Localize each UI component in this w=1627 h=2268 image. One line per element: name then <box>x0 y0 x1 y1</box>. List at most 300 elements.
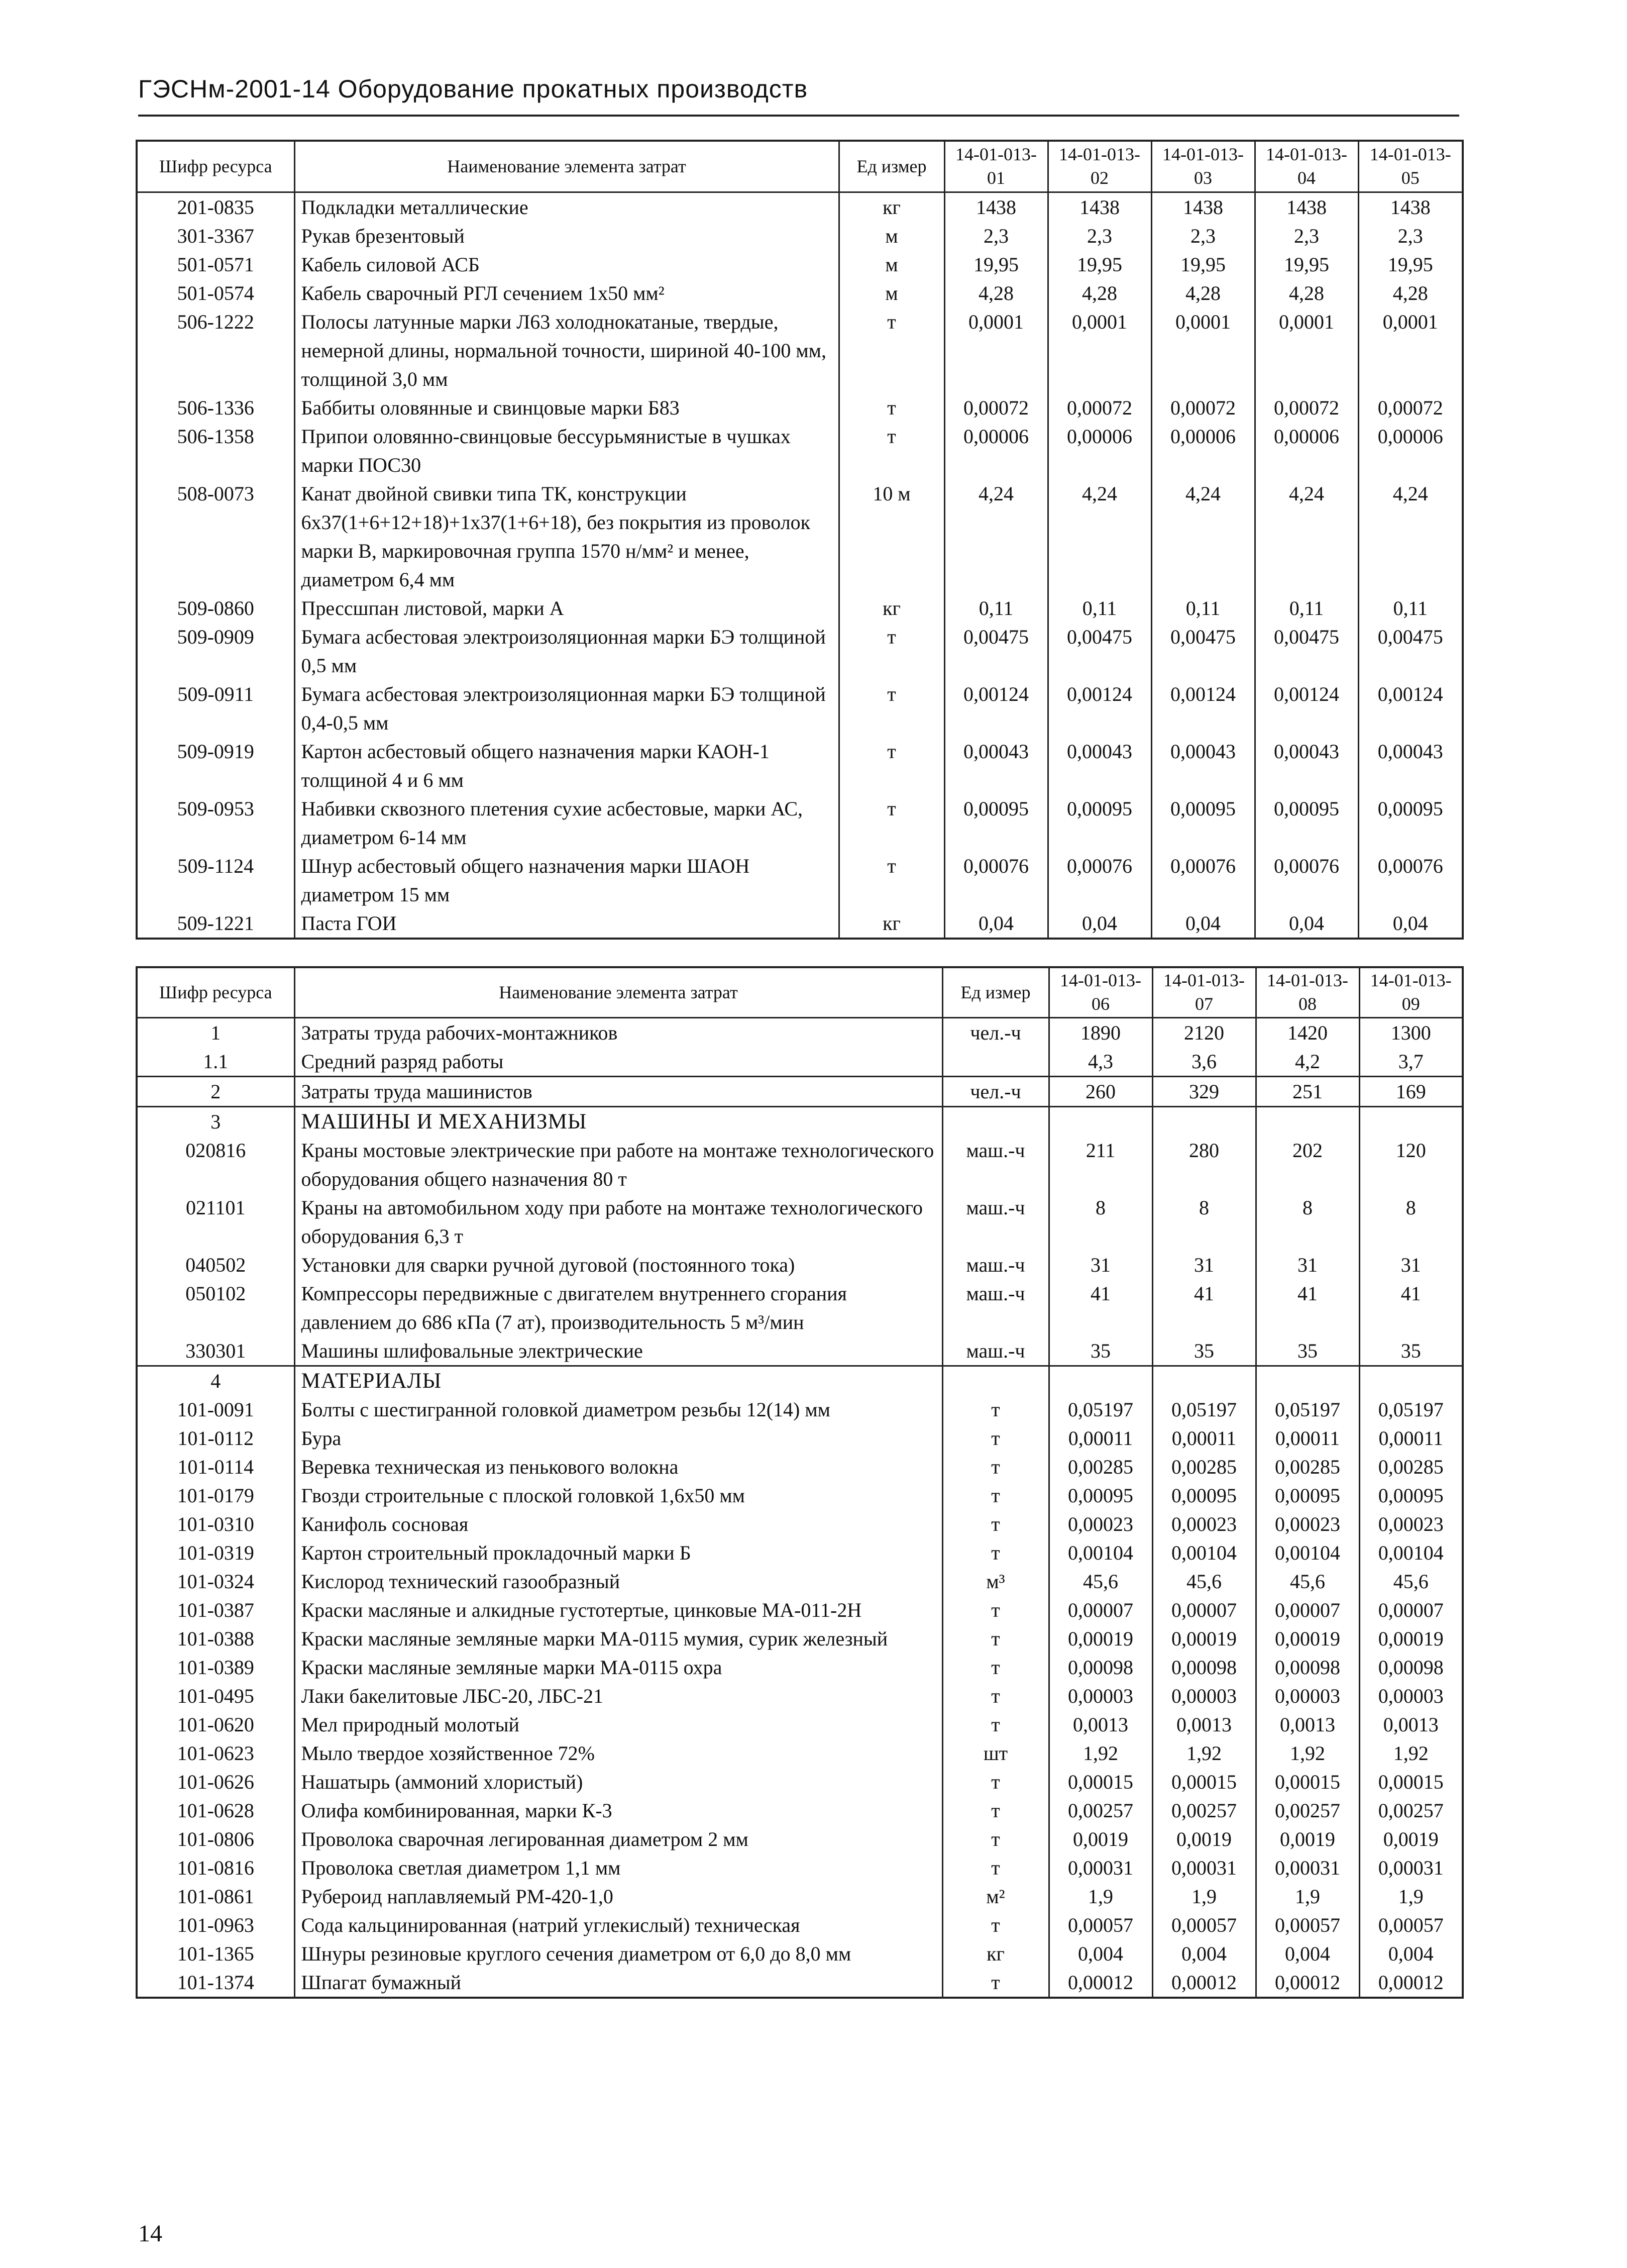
cell-value: 251 <box>1256 1076 1359 1106</box>
cell-value: 0,04 <box>1255 909 1358 939</box>
cell-value: 0,00072 <box>1048 393 1151 422</box>
cell-value: 19,95 <box>1358 250 1463 279</box>
cell-value <box>1049 1106 1152 1136</box>
cell-unit: м <box>839 222 944 250</box>
cell-value: 1,92 <box>1049 1739 1152 1768</box>
cell-unit: т <box>942 1853 1049 1882</box>
header-divider <box>138 115 1459 117</box>
table-row <box>137 1366 1463 1395</box>
cell-value: 0,00006 <box>1255 422 1358 479</box>
cell-value: 0,00076 <box>1255 852 1358 909</box>
table-row <box>137 1624 1463 1653</box>
header-col: 14-01-013-01 <box>944 141 1048 192</box>
cell-value: 0,00057 <box>1049 1911 1152 1939</box>
cell-value: 31 <box>1359 1251 1463 1279</box>
cell-value: 0,04 <box>1048 909 1151 939</box>
cell-value: 0,0019 <box>1256 1825 1359 1853</box>
cell-value: 0,00012 <box>1049 1968 1152 1998</box>
cell-value: 0,00007 <box>1049 1596 1152 1624</box>
cell-value: 1890 <box>1049 1017 1152 1047</box>
cell-value: 4,24 <box>1048 479 1151 594</box>
cell-value: 0,00095 <box>1358 794 1463 852</box>
cell-unit <box>942 1366 1049 1395</box>
cell-name: Прессшпан листовой, марки А <box>294 594 839 623</box>
cell-value: 0,0013 <box>1152 1710 1256 1739</box>
cell-value: 45,6 <box>1256 1567 1359 1596</box>
cell-name: Краски масляные и алкидные густотертые, цинковые МА-011-2Н <box>294 1596 942 1624</box>
table-body <box>137 192 1463 939</box>
cell-code: 101-0310 <box>137 1510 294 1538</box>
table-row <box>137 594 1463 623</box>
cell-value: 0,00012 <box>1152 1968 1256 1998</box>
cell-value: 19,95 <box>1048 250 1151 279</box>
cell-value: 0,00072 <box>1358 393 1463 422</box>
cell-value: 0,00015 <box>1256 1768 1359 1796</box>
cell-code: 101-0806 <box>137 1825 294 1853</box>
cell-value: 41 <box>1359 1279 1463 1336</box>
cell-value: 0,11 <box>1151 594 1255 623</box>
cell-code: 020816 <box>137 1136 294 1193</box>
cell-value: 0,00104 <box>1359 1538 1463 1567</box>
table-body <box>137 1017 1463 1998</box>
cell-name: Веревка техническая из пенькового волокна <box>294 1453 942 1481</box>
cell-value: 0,00072 <box>1255 393 1358 422</box>
cell-name: Олифа комбинированная, марки К-3 <box>294 1796 942 1825</box>
cell-value: 0,00043 <box>1255 737 1358 794</box>
cell-value: 0,11 <box>1048 594 1151 623</box>
cell-value: 19,95 <box>1151 250 1255 279</box>
cell-code: 508-0073 <box>137 479 294 594</box>
cell-name: Рукав брезентовый <box>294 222 839 250</box>
cell-value: 1,92 <box>1152 1739 1256 1768</box>
cell-value: 1,9 <box>1049 1882 1152 1911</box>
cell-value: 0,00257 <box>1152 1796 1256 1825</box>
cell-name: Подкладки металлические <box>294 192 839 222</box>
cell-name: Набивки сквозного плетения сухие асбестовые, марки АС, диаметром 6-14 мм <box>294 794 839 852</box>
table-row <box>137 1796 1463 1825</box>
table-row <box>137 737 1463 794</box>
cell-value: 0,00007 <box>1152 1596 1256 1624</box>
page-header-title: ГЭСНм-2001-14 Оборудование прокатных производств <box>138 75 808 103</box>
header-col: 14-01-013-09 <box>1359 967 1463 1017</box>
table-row <box>137 1739 1463 1768</box>
table-row <box>137 1279 1463 1336</box>
cell-unit: т <box>942 1653 1049 1682</box>
cell-value: 3,6 <box>1152 1047 1256 1077</box>
cell-value: 0,00104 <box>1152 1538 1256 1567</box>
table-row <box>137 852 1463 909</box>
cell-value: 280 <box>1152 1136 1256 1193</box>
cell-value: 260 <box>1049 1076 1152 1106</box>
cell-value: 169 <box>1359 1076 1463 1106</box>
table-row <box>137 1336 1463 1366</box>
cell-value: 0,00124 <box>1358 680 1463 737</box>
cell-value: 0,11 <box>1255 594 1358 623</box>
header-col: 14-01-013-03 <box>1151 141 1255 192</box>
cell-value: 4,24 <box>944 479 1048 594</box>
table-row <box>137 1567 1463 1596</box>
cell-name: Гвозди строительные с плоской головкой 1,6х50 мм <box>294 1481 942 1510</box>
cell-code: 101-0620 <box>137 1710 294 1739</box>
table-row <box>137 680 1463 737</box>
cell-code: 509-0919 <box>137 737 294 794</box>
cell-code: 2 <box>137 1076 294 1106</box>
cell-value: 0,00095 <box>1151 794 1255 852</box>
cell-unit: т <box>839 680 944 737</box>
cell-unit: шт <box>942 1739 1049 1768</box>
cell-value: 0,00285 <box>1359 1453 1463 1481</box>
header-col: 14-01-013-08 <box>1256 967 1359 1017</box>
cell-unit: т <box>839 794 944 852</box>
header-unit: Ед измер <box>839 141 944 192</box>
cell-unit: т <box>839 422 944 479</box>
cell-name: Машины шлифовальные электрические <box>294 1336 942 1366</box>
cell-value: 0,00124 <box>1151 680 1255 737</box>
cell-value: 4,24 <box>1151 479 1255 594</box>
cell-value: 0,00031 <box>1256 1853 1359 1882</box>
cell-value: 0,00104 <box>1256 1538 1359 1567</box>
cell-unit: маш.-ч <box>942 1279 1049 1336</box>
cell-value: 0,00023 <box>1359 1510 1463 1538</box>
cell-unit: маш.-ч <box>942 1336 1049 1366</box>
cell-unit: т <box>942 1911 1049 1939</box>
cell-value: 8 <box>1359 1193 1463 1251</box>
cell-code: 101-0319 <box>137 1538 294 1567</box>
cell-value: 0,00043 <box>944 737 1048 794</box>
cell-code: 1.1 <box>137 1047 294 1077</box>
cell-unit: чел.-ч <box>942 1017 1049 1047</box>
cell-value: 1438 <box>1151 192 1255 222</box>
cell-value: 4,28 <box>1358 279 1463 307</box>
cell-value: 0,00095 <box>1152 1481 1256 1510</box>
header-name: Наименование элемента затрат <box>294 141 839 192</box>
cell-code: 3 <box>137 1106 294 1136</box>
cell-name: Краски масляные земляные марки МА-0115 охра <box>294 1653 942 1682</box>
cell-name: Шнуры резиновые круглого сечения диаметром от 6,0 до 8,0 мм <box>294 1939 942 1968</box>
cell-value: 0,00095 <box>944 794 1048 852</box>
cell-value: 41 <box>1152 1279 1256 1336</box>
cell-value: 0,00023 <box>1049 1510 1152 1538</box>
cell-value: 31 <box>1152 1251 1256 1279</box>
cell-code: 101-1374 <box>137 1968 294 1998</box>
table-row <box>137 1538 1463 1567</box>
cell-value: 0,00285 <box>1049 1453 1152 1481</box>
cell-value: 35 <box>1152 1336 1256 1366</box>
cell-code: 509-0860 <box>137 594 294 623</box>
cell-value: 41 <box>1049 1279 1152 1336</box>
cell-value: 0,00072 <box>1151 393 1255 422</box>
cell-code: 101-0623 <box>137 1739 294 1768</box>
cell-value: 0,00098 <box>1152 1653 1256 1682</box>
header-code: Шифр ресурса <box>137 141 294 192</box>
cell-unit: т <box>942 1481 1049 1510</box>
cell-value: 0,00007 <box>1359 1596 1463 1624</box>
table-row <box>137 1047 1463 1077</box>
cell-unit: кг <box>839 594 944 623</box>
cell-value: 0,0019 <box>1359 1825 1463 1853</box>
cell-value: 0,00095 <box>1256 1481 1359 1510</box>
cell-code: 101-0324 <box>137 1567 294 1596</box>
table-row <box>137 1825 1463 1853</box>
cell-value: 4,28 <box>1151 279 1255 307</box>
cell-value: 0,00104 <box>1049 1538 1152 1567</box>
table-row <box>137 1076 1463 1106</box>
cell-unit: м² <box>942 1882 1049 1911</box>
cell-name: Картон асбестовый общего назначения марки КАОН-1 толщиной 4 и 6 мм <box>294 737 839 794</box>
cell-value: 0,00076 <box>1151 852 1255 909</box>
cell-value: 4,28 <box>1255 279 1358 307</box>
cell-code: 506-1222 <box>137 307 294 393</box>
cell-name: Проволока светлая диаметром 1,1 мм <box>294 1853 942 1882</box>
cell-value: 1,92 <box>1359 1739 1463 1768</box>
table-row <box>137 307 1463 393</box>
header-col: 14-01-013-05 <box>1358 141 1463 192</box>
cell-value: 31 <box>1256 1251 1359 1279</box>
cell-name: Шнур асбестовый общего назначения марки ШАОН диаметром 15 мм <box>294 852 839 909</box>
cell-code: 101-0495 <box>137 1682 294 1710</box>
cell-value: 0,00006 <box>944 422 1048 479</box>
cell-code: 501-0571 <box>137 250 294 279</box>
table-row <box>137 1710 1463 1739</box>
cell-value: 211 <box>1049 1136 1152 1193</box>
cell-unit: 10 м <box>839 479 944 594</box>
cell-name: Краны мостовые электрические при работе на монтаже технологического оборудования общего назначения 80 т <box>294 1136 942 1193</box>
cell-value: 41 <box>1256 1279 1359 1336</box>
table-row <box>137 1481 1463 1510</box>
cell-code: 1 <box>137 1017 294 1047</box>
cell-value: 0,00257 <box>1256 1796 1359 1825</box>
cell-value: 0,00019 <box>1049 1624 1152 1653</box>
cell-code: 201-0835 <box>137 192 294 222</box>
cell-value: 0,00095 <box>1049 1481 1152 1510</box>
cell-value: 0,00072 <box>944 393 1048 422</box>
table-row <box>137 393 1463 422</box>
cell-value: 0,00057 <box>1359 1911 1463 1939</box>
cell-value: 4,2 <box>1256 1047 1359 1077</box>
cell-value: 0,0001 <box>944 307 1048 393</box>
cell-name: Кабель сварочный РГЛ сечением 1х50 мм² <box>294 279 839 307</box>
cell-code: 506-1336 <box>137 393 294 422</box>
cell-value: 0,00003 <box>1256 1682 1359 1710</box>
table-header-row <box>137 967 1463 1017</box>
cell-unit: т <box>839 737 944 794</box>
cell-unit: т <box>839 393 944 422</box>
cell-value: 0,0013 <box>1256 1710 1359 1739</box>
cell-unit <box>942 1106 1049 1136</box>
cell-name: Затраты труда рабочих-монтажников <box>294 1017 942 1047</box>
cell-value: 0,00076 <box>1048 852 1151 909</box>
cell-value: 0,00095 <box>1359 1481 1463 1510</box>
cell-value: 0,00475 <box>1048 623 1151 680</box>
cell-code: 101-0861 <box>137 1882 294 1911</box>
cell-name: Картон строительный прокладочный марки Б <box>294 1538 942 1567</box>
cell-code: 101-0963 <box>137 1911 294 1939</box>
cell-value: 45,6 <box>1152 1567 1256 1596</box>
table-row <box>137 1136 1463 1193</box>
cell-value: 1,92 <box>1256 1739 1359 1768</box>
cell-unit: т <box>942 1825 1049 1853</box>
cell-name: МАШИНЫ И МЕХАНИЗМЫ <box>294 1106 942 1136</box>
cell-value: 0,05197 <box>1152 1395 1256 1424</box>
cell-value: 0,05197 <box>1256 1395 1359 1424</box>
cell-code: 501-0574 <box>137 279 294 307</box>
cell-value: 0,00019 <box>1152 1624 1256 1653</box>
cell-value: 0,00012 <box>1359 1968 1463 1998</box>
cell-value: 1300 <box>1359 1017 1463 1047</box>
cell-value: 0,00006 <box>1358 422 1463 479</box>
cell-value: 0,0001 <box>1358 307 1463 393</box>
cell-value: 0,00015 <box>1049 1768 1152 1796</box>
header-unit: Ед измер <box>942 967 1049 1017</box>
cell-name: Баббиты оловянные и свинцовые марки Б83 <box>294 393 839 422</box>
table-row <box>137 479 1463 594</box>
cell-value: 0,0013 <box>1359 1710 1463 1739</box>
cell-unit: чел.-ч <box>942 1076 1049 1106</box>
cell-name: Компрессоры передвижные с двигателем внутреннего сгорания давлением до 686 кПа (7 ат), производительность 5 м³/мин <box>294 1279 942 1336</box>
cell-name: Рубероид наплавляемый РМ-420-1,0 <box>294 1882 942 1911</box>
cell-value: 1,9 <box>1152 1882 1256 1911</box>
cell-name: Бура <box>294 1424 942 1453</box>
cell-value: 0,00475 <box>1151 623 1255 680</box>
cell-unit: маш.-ч <box>942 1136 1049 1193</box>
cell-value: 0,00043 <box>1151 737 1255 794</box>
cell-name: Кислород технический газообразный <box>294 1567 942 1596</box>
cell-name: Полосы латунные марки Л63 холоднокатаные, твердые, немерной длины, нормальной точности, шириной 40-100 мм, толщиной 3,0 мм <box>294 307 839 393</box>
cell-value: 0,0013 <box>1049 1710 1152 1739</box>
cell-name: Болты с шестигранной головкой диаметром резьбы 12(14) мм <box>294 1395 942 1424</box>
table-row <box>137 1251 1463 1279</box>
cell-value <box>1359 1366 1463 1395</box>
header-col: 14-01-013-06 <box>1049 967 1152 1017</box>
cell-unit: т <box>942 1968 1049 1998</box>
cell-unit: т <box>942 1796 1049 1825</box>
cell-value: 0,00057 <box>1256 1911 1359 1939</box>
cell-name: Краски масляные земляные марки МА-0115 мумия, сурик железный <box>294 1624 942 1653</box>
cell-name: Припои оловянно-свинцовые бессурьмянистые в чушках марки ПОС30 <box>294 422 839 479</box>
cell-unit: т <box>839 623 944 680</box>
cell-code: 509-1124 <box>137 852 294 909</box>
cell-code: 101-0112 <box>137 1424 294 1453</box>
page-number: 14 <box>138 2220 162 2247</box>
cell-code: 4 <box>137 1366 294 1395</box>
cell-value: 0,00124 <box>944 680 1048 737</box>
table-row <box>137 1968 1463 1998</box>
cell-value: 35 <box>1359 1336 1463 1366</box>
cell-unit: т <box>942 1768 1049 1796</box>
cell-value <box>1152 1366 1256 1395</box>
cell-value: 3,7 <box>1359 1047 1463 1077</box>
table-row <box>137 279 1463 307</box>
cell-value: 2,3 <box>944 222 1048 250</box>
cell-value: 45,6 <box>1359 1567 1463 1596</box>
cell-name: Кабель силовой АСБ <box>294 250 839 279</box>
header-name: Наименование элемента затрат <box>294 967 942 1017</box>
cell-name: Краны на автомобильном ходу при работе на монтаже технологического оборудования 6,3 т <box>294 1193 942 1251</box>
cell-code: 040502 <box>137 1251 294 1279</box>
cell-code: 101-0114 <box>137 1453 294 1481</box>
cell-unit: кг <box>839 192 944 222</box>
cell-code: 101-0179 <box>137 1481 294 1510</box>
cell-value <box>1256 1106 1359 1136</box>
cell-code: 330301 <box>137 1336 294 1366</box>
cell-code: 506-1358 <box>137 422 294 479</box>
table-row <box>137 1424 1463 1453</box>
cell-value: 0,04 <box>944 909 1048 939</box>
cell-value: 0,00012 <box>1256 1968 1359 1998</box>
cell-value: 0,0001 <box>1151 307 1255 393</box>
cell-code: 509-1221 <box>137 909 294 939</box>
cell-value: 0,00257 <box>1049 1796 1152 1825</box>
table-row <box>137 1395 1463 1424</box>
cell-value: 35 <box>1049 1336 1152 1366</box>
cell-value: 0,004 <box>1359 1939 1463 1968</box>
cell-value: 0,00124 <box>1255 680 1358 737</box>
table-row <box>137 1768 1463 1796</box>
resources-table-1 <box>136 140 1464 940</box>
cell-value: 0,00076 <box>944 852 1048 909</box>
resources-table-2 <box>136 966 1464 1999</box>
cell-value: 0,04 <box>1151 909 1255 939</box>
cell-value: 0,00095 <box>1255 794 1358 852</box>
cell-code: 021101 <box>137 1193 294 1251</box>
cell-unit: м <box>839 250 944 279</box>
table-row <box>137 1853 1463 1882</box>
cell-unit: маш.-ч <box>942 1251 1049 1279</box>
cell-unit: кг <box>839 909 944 939</box>
cell-value: 0,00043 <box>1048 737 1151 794</box>
cell-value: 0,004 <box>1049 1939 1152 1968</box>
table-row <box>137 794 1463 852</box>
cell-code: 101-0387 <box>137 1596 294 1624</box>
cell-value <box>1359 1106 1463 1136</box>
cell-name: Мыло твердое хозяйственное 72% <box>294 1739 942 1768</box>
cell-unit <box>942 1047 1049 1077</box>
cell-unit: т <box>942 1538 1049 1567</box>
table-header-row <box>137 141 1463 192</box>
cell-name: Мел природный молотый <box>294 1710 942 1739</box>
cell-value: 0,00006 <box>1151 422 1255 479</box>
cell-unit: т <box>942 1510 1049 1538</box>
cell-code: 101-0626 <box>137 1768 294 1796</box>
cell-value: 329 <box>1152 1076 1256 1106</box>
cell-name: Нашатырь (аммоний хлористый) <box>294 1768 942 1796</box>
table-row <box>137 623 1463 680</box>
cell-unit: м <box>839 279 944 307</box>
cell-value: 4,28 <box>1048 279 1151 307</box>
cell-value: 0,00015 <box>1359 1768 1463 1796</box>
cell-value <box>1256 1366 1359 1395</box>
cell-name: Бумага асбестовая электроизоляционная марки БЭ толщиной 0,4-0,5 мм <box>294 680 839 737</box>
table-row <box>137 222 1463 250</box>
cell-unit: т <box>942 1424 1049 1453</box>
cell-value: 0,0001 <box>1048 307 1151 393</box>
cell-unit: т <box>942 1395 1049 1424</box>
cell-value: 8 <box>1256 1193 1359 1251</box>
cell-value: 8 <box>1049 1193 1152 1251</box>
cell-value: 1,9 <box>1256 1882 1359 1911</box>
cell-value: 0,0019 <box>1152 1825 1256 1853</box>
cell-value: 120 <box>1359 1136 1463 1193</box>
cell-value: 0,11 <box>944 594 1048 623</box>
cell-value: 0,00285 <box>1256 1453 1359 1481</box>
cell-value: 2120 <box>1152 1017 1256 1047</box>
cell-value: 0,004 <box>1152 1939 1256 1968</box>
table-row <box>137 1017 1463 1047</box>
cell-value: 0,00015 <box>1152 1768 1256 1796</box>
cell-unit: т <box>942 1596 1049 1624</box>
cell-value: 0,00475 <box>944 623 1048 680</box>
cell-name: Лаки бакелитовые ЛБС-20, ЛБС-21 <box>294 1682 942 1710</box>
